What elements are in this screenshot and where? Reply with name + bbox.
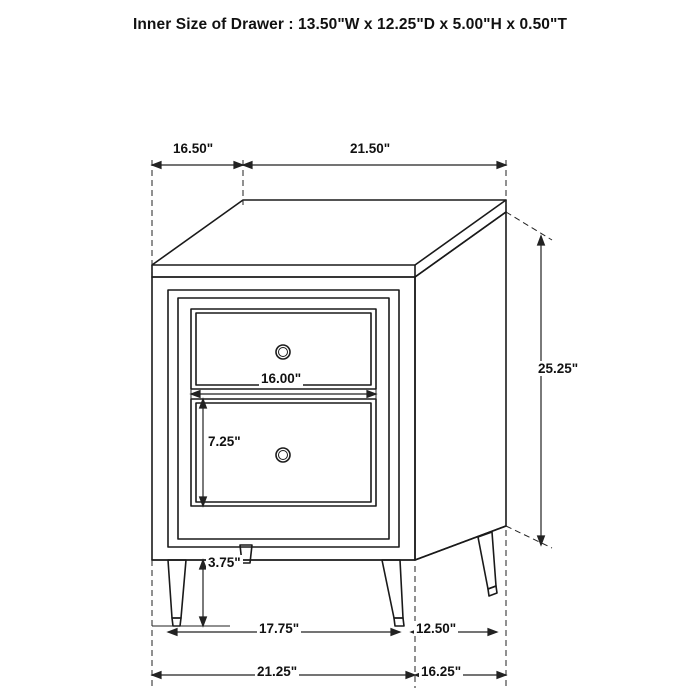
extension-lines bbox=[152, 160, 552, 688]
dimension-label-overall-width: 21.25" bbox=[257, 664, 298, 679]
dimension-label-bottom-side-width: 12.50" bbox=[416, 621, 457, 636]
dimension-label-overall-depth: 16.25" bbox=[421, 664, 462, 679]
dimension-label-lower-drawer-height: 7.25" bbox=[208, 434, 241, 449]
dimension-label-leg-height: 3.75" bbox=[208, 555, 241, 570]
dimension-label-top-right: 21.50" bbox=[350, 141, 391, 156]
page-title: Inner Size of Drawer : 13.50"W x 12.25"D x 5.00"H x 0.50"T bbox=[132, 16, 568, 33]
dimension-lines bbox=[152, 162, 544, 679]
dimension-label-right-height: 25.25" bbox=[538, 361, 579, 376]
dimension-label-top-left: 16.50" bbox=[173, 141, 214, 156]
dimension-label-bottom-front-width: 17.75" bbox=[259, 621, 300, 636]
dimension-label-drawer-width: 16.00" bbox=[261, 371, 302, 386]
